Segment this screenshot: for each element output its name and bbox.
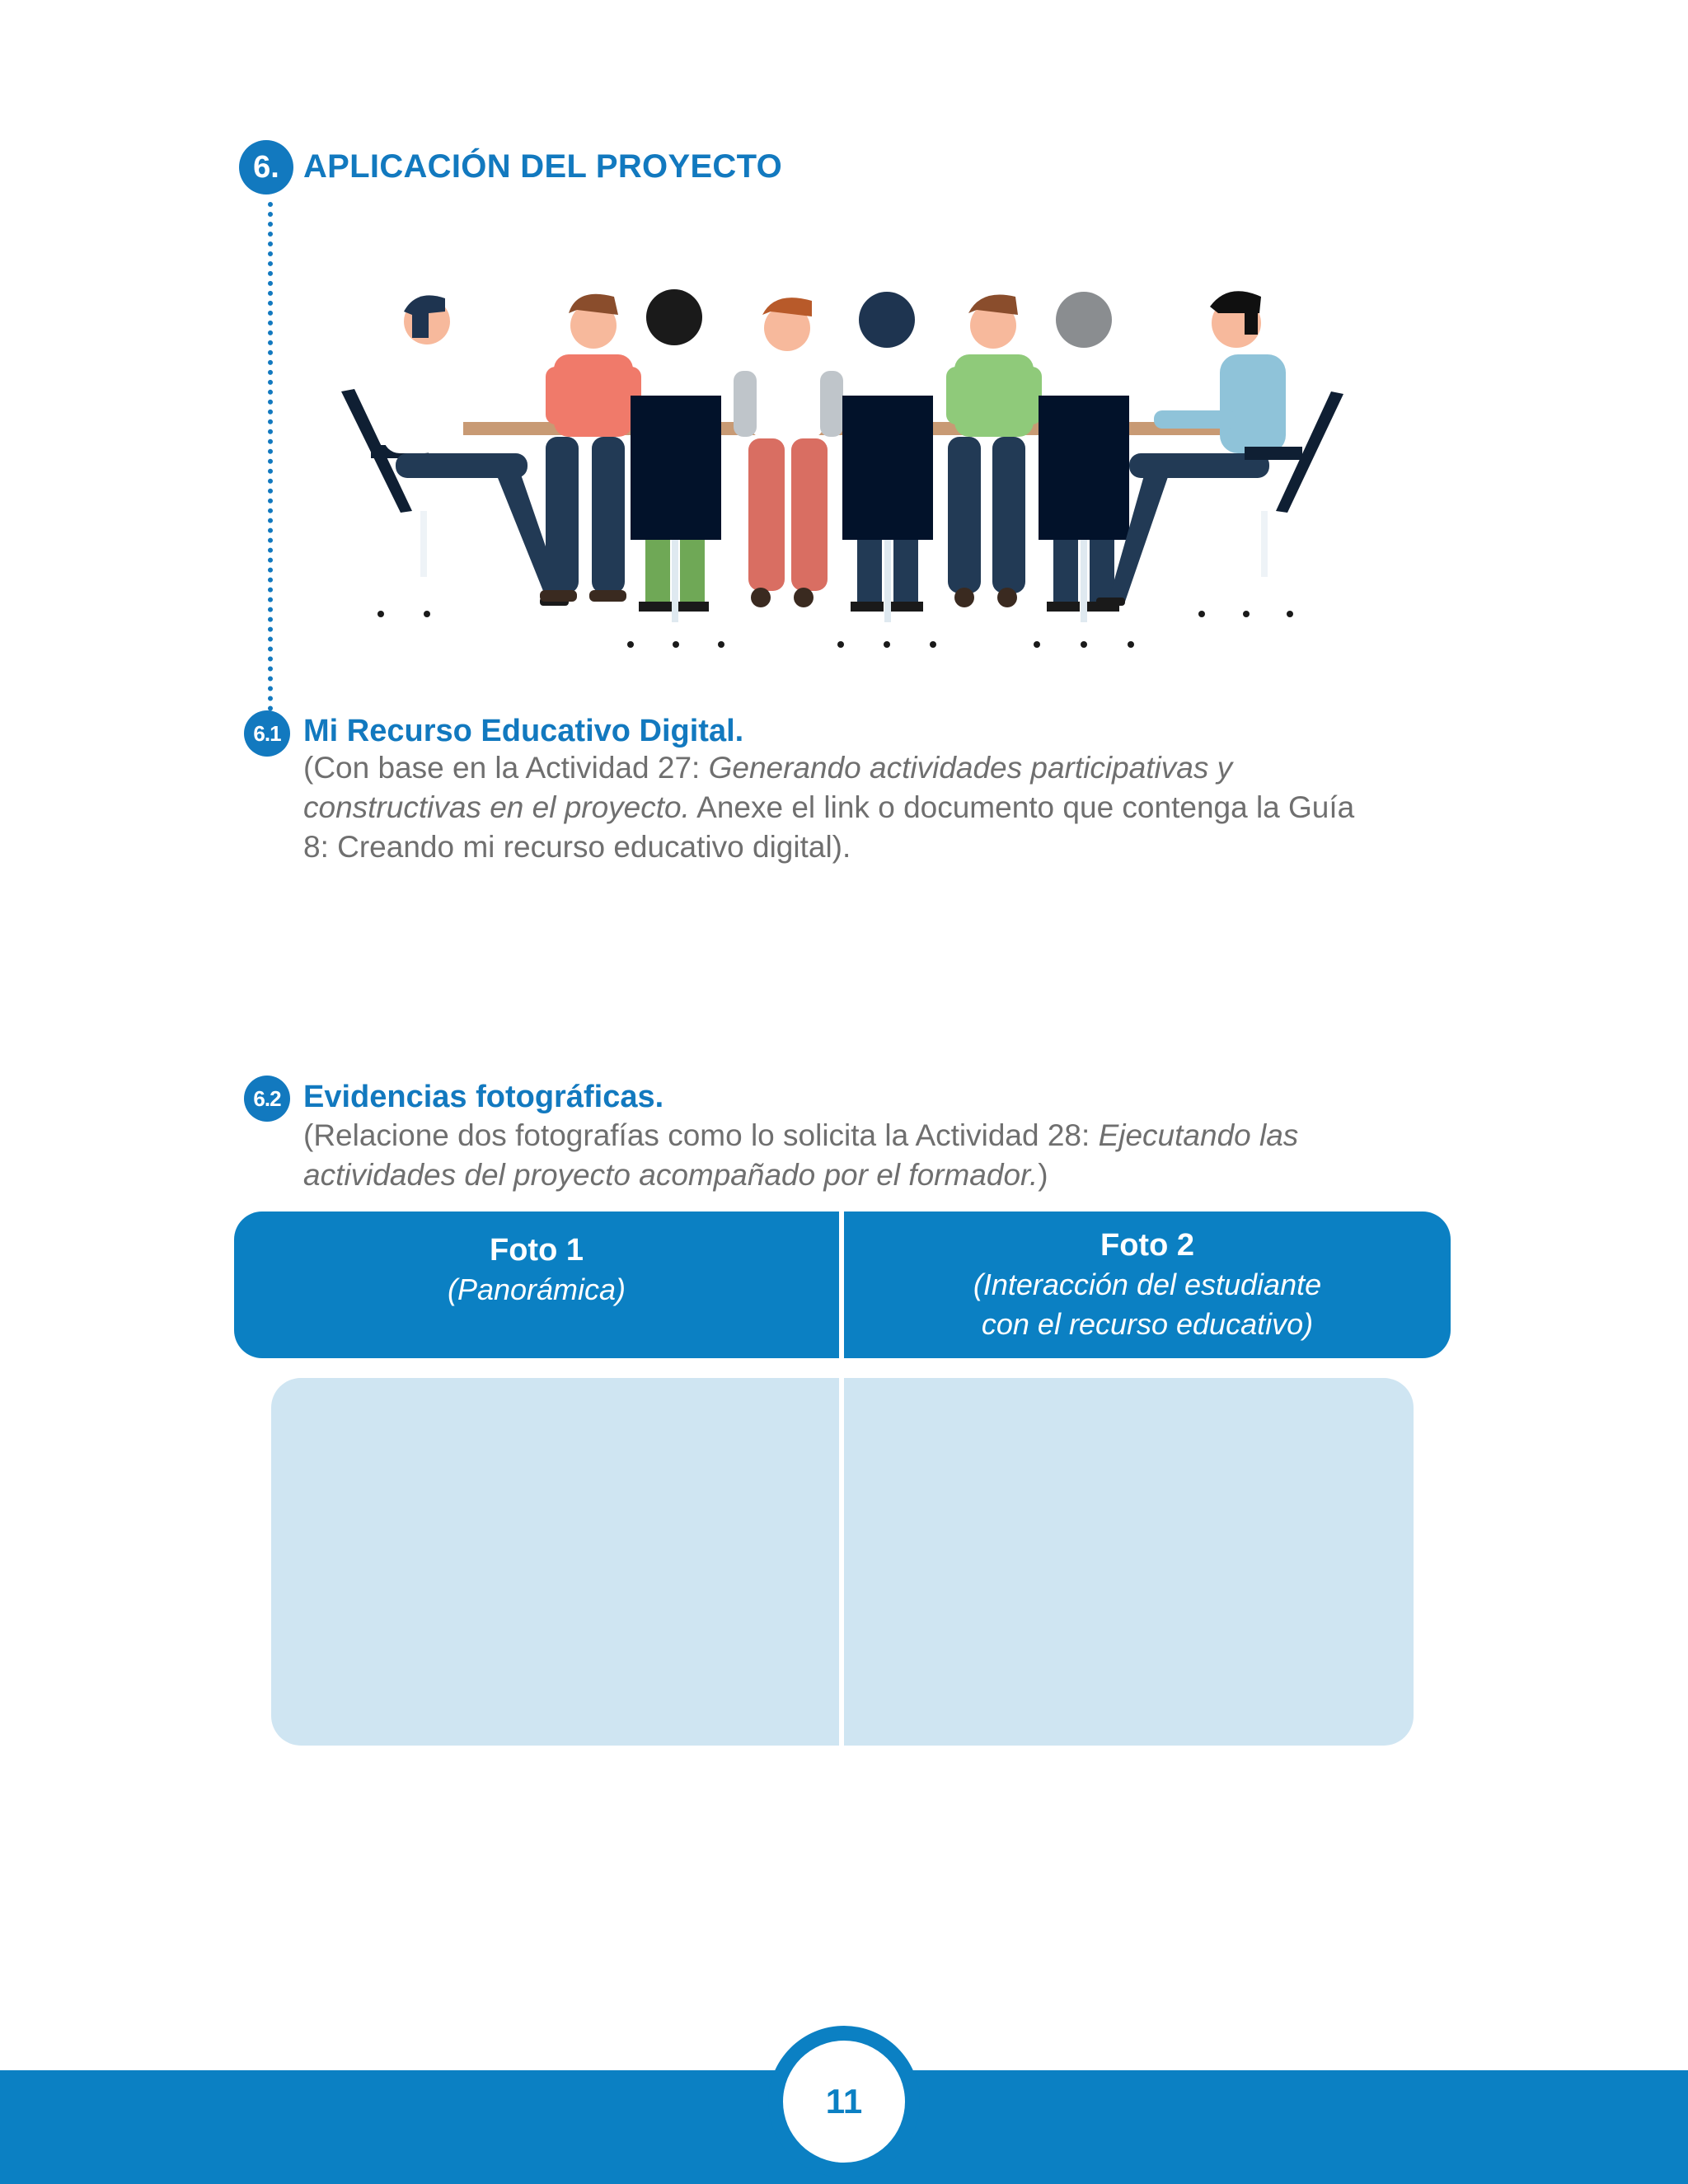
meeting-illustration bbox=[330, 264, 1360, 676]
subsection-6-1-title: Mi Recurso Educativo Digital. bbox=[303, 714, 744, 748]
photo-1-drop-area[interactable] bbox=[271, 1378, 839, 1746]
person-back-black-hair bbox=[627, 289, 724, 648]
subsection-6-2-title: Evidencias fotográficas. bbox=[303, 1080, 664, 1114]
photo-2-subtitle-line1: (Interacción del estudiante bbox=[973, 1268, 1322, 1301]
photo-2-subtitle-line2: con el recurso educativo) bbox=[981, 1307, 1314, 1341]
page-number-circle bbox=[783, 2041, 905, 2163]
person-white-shirt bbox=[734, 298, 843, 607]
photo-2-title: Foto 2 bbox=[1100, 1228, 1194, 1263]
person-left-seated bbox=[341, 295, 569, 606]
section-title: APLICACIÓN DEL PROYECTO bbox=[303, 148, 783, 185]
person-right-seated bbox=[1096, 291, 1343, 606]
photo-1-title: Foto 1 bbox=[490, 1233, 584, 1268]
subsection-6-1-badge: 6.1 bbox=[244, 710, 290, 757]
person-red-shirt bbox=[540, 294, 641, 602]
photo-1-header bbox=[234, 1233, 839, 1310]
person-green-shirt bbox=[946, 295, 1042, 608]
photo-table-body-divider bbox=[839, 1378, 844, 1746]
person-back-navy-hair bbox=[837, 292, 936, 648]
photo-2-header bbox=[844, 1228, 1451, 1344]
photo-2-drop-area[interactable] bbox=[844, 1378, 1414, 1746]
section-number-badge: 6. bbox=[239, 140, 293, 194]
subsection-6-1-description: (Con base en la Actividad 27: Generando actividades participativas y constructivas en el proyecto. Anexe el link o documento que contenga la Guía 8: Creando mi recurso educativo digital). bbox=[303, 751, 1355, 864]
timeline-dotted-line bbox=[268, 202, 273, 721]
photo-1-subtitle: (Panorámica) bbox=[447, 1272, 626, 1306]
subsection-6-2-badge: 6.2 bbox=[244, 1076, 290, 1122]
page-number: 11 bbox=[825, 2082, 863, 2121]
subsection-6-2-description: (Relacione dos fotografías como lo solicita la Actividad 28: Ejecutando las actividades del proyecto acompañado por el formador.) bbox=[303, 1118, 1299, 1192]
